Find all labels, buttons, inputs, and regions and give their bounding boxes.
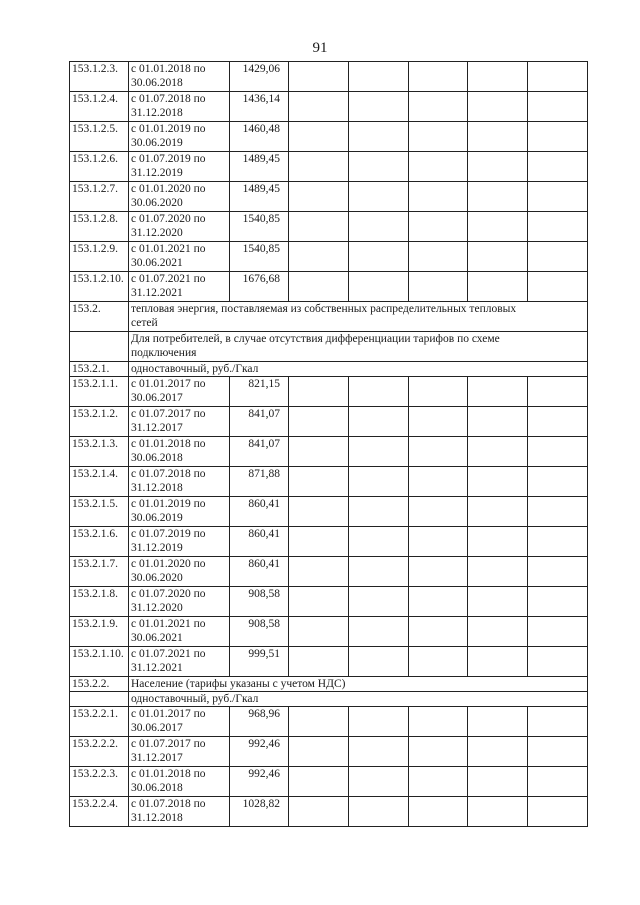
row-period-cell — [129, 647, 230, 677]
empty-cell — [289, 377, 349, 407]
row-period-cell — [129, 152, 230, 182]
row-value-cell: 841,07 — [230, 407, 289, 437]
tariff-table-body — [70, 62, 588, 827]
empty-cell — [408, 242, 468, 272]
period-line: 31.12.2017 — [131, 422, 183, 434]
period-line: с 01.01.2021 по — [131, 243, 206, 255]
section-title-line: одноставочный, руб./Гкал — [131, 363, 259, 375]
empty-cell — [408, 467, 468, 497]
row-period-cell — [129, 407, 230, 437]
empty-cell — [408, 527, 468, 557]
empty-cell — [348, 92, 408, 122]
table-row — [70, 152, 588, 182]
empty-cell — [348, 647, 408, 677]
empty-cell — [289, 647, 349, 677]
period-line: с 01.07.2019 по — [131, 528, 206, 540]
empty-cell — [408, 707, 468, 737]
row-value-cell: 860,41 — [230, 497, 289, 527]
empty-cell — [528, 152, 588, 182]
period-line: с 01.07.2018 по — [131, 798, 206, 810]
row-value-cell: 1540,85 — [230, 212, 289, 242]
period-line: 31.12.2019 — [131, 167, 183, 179]
period-line: с 01.07.2019 по — [131, 153, 206, 165]
table-row — [70, 407, 588, 437]
period-line: с 01.07.2018 по — [131, 93, 206, 105]
table-row — [70, 212, 588, 242]
empty-cell — [468, 557, 528, 587]
section-title-line: сетей — [131, 317, 158, 329]
empty-cell — [468, 152, 528, 182]
empty-cell — [408, 617, 468, 647]
table-row — [70, 527, 588, 557]
row-code-cell: 153.2.1.7. — [70, 557, 129, 587]
period-line: с 01.01.2017 по — [131, 708, 206, 720]
empty-cell — [348, 557, 408, 587]
period-line: с 01.01.2019 по — [131, 123, 206, 135]
row-code-cell: 153.1.2.8. — [70, 212, 129, 242]
row-period-cell — [129, 707, 230, 737]
table-row — [70, 707, 588, 737]
period-line: с 01.01.2020 по — [131, 558, 206, 570]
empty-cell — [408, 182, 468, 212]
empty-cell — [468, 797, 528, 827]
empty-cell — [289, 407, 349, 437]
period-line: с 01.07.2020 по — [131, 213, 206, 225]
row-code-cell: 153.2.1.3. — [70, 437, 129, 467]
row-period-cell — [129, 527, 230, 557]
row-period-cell — [129, 467, 230, 497]
row-value-cell: 1676,68 — [230, 272, 289, 302]
row-code-cell: 153.2.1.2. — [70, 407, 129, 437]
empty-cell — [348, 377, 408, 407]
row-value-cell: 1540,85 — [230, 242, 289, 272]
empty-cell — [468, 92, 528, 122]
period-line: 31.12.2018 — [131, 482, 183, 494]
empty-cell — [348, 527, 408, 557]
empty-cell — [408, 92, 468, 122]
empty-cell — [348, 707, 408, 737]
section-code-cell: 153.2. — [70, 302, 129, 332]
period-line: 30.06.2018 — [131, 452, 183, 464]
empty-cell — [528, 272, 588, 302]
period-line: 30.06.2020 — [131, 197, 183, 209]
empty-cell — [528, 182, 588, 212]
empty-cell — [348, 797, 408, 827]
empty-cell — [528, 557, 588, 587]
empty-cell — [289, 737, 349, 767]
page-number: 91 — [312, 40, 328, 56]
empty-cell — [528, 647, 588, 677]
empty-cell — [289, 557, 349, 587]
section-code-cell: 153.2.1. — [70, 362, 129, 377]
empty-cell — [408, 212, 468, 242]
row-value-cell: 999,51 — [230, 647, 289, 677]
table-row — [70, 587, 588, 617]
empty-cell — [528, 617, 588, 647]
empty-cell — [468, 182, 528, 212]
period-line: 30.06.2018 — [131, 77, 183, 89]
empty-cell — [528, 92, 588, 122]
empty-cell — [289, 587, 349, 617]
period-line: с 01.01.2018 по — [131, 63, 206, 75]
empty-cell — [289, 242, 349, 272]
row-period-cell — [129, 272, 230, 302]
row-code-cell: 153.2.2.1. — [70, 707, 129, 737]
empty-cell — [528, 242, 588, 272]
row-period-cell — [129, 182, 230, 212]
period-line: 31.12.2020 — [131, 227, 183, 239]
row-value-cell: 1436,14 — [230, 92, 289, 122]
section-code-cell: 153.2.2. — [70, 677, 129, 692]
row-value-cell: 908,58 — [230, 617, 289, 647]
empty-cell — [528, 467, 588, 497]
row-period-cell — [129, 377, 230, 407]
row-value-cell: 1489,45 — [230, 182, 289, 212]
table-row — [70, 242, 588, 272]
period-line: 30.06.2020 — [131, 572, 183, 584]
table-row — [70, 122, 588, 152]
period-line: с 01.01.2021 по — [131, 618, 206, 630]
table-row — [70, 497, 588, 527]
empty-cell — [528, 377, 588, 407]
empty-cell — [289, 497, 349, 527]
row-period-cell — [129, 437, 230, 467]
empty-cell — [528, 737, 588, 767]
period-line: 30.06.2019 — [131, 137, 183, 149]
section-title-line: подключения — [131, 347, 197, 359]
empty-cell — [289, 212, 349, 242]
empty-cell — [348, 767, 408, 797]
row-period-cell — [129, 767, 230, 797]
period-line: с 01.07.2021 по — [131, 273, 206, 285]
table-row — [70, 467, 588, 497]
empty-cell — [468, 272, 528, 302]
row-value-cell: 992,46 — [230, 767, 289, 797]
empty-cell — [408, 272, 468, 302]
empty-cell — [408, 407, 468, 437]
empty-cell — [348, 587, 408, 617]
period-line: с 01.07.2017 по — [131, 408, 206, 420]
row-code-cell: 153.1.2.6. — [70, 152, 129, 182]
row-value-cell: 860,41 — [230, 557, 289, 587]
row-code-cell: 153.2.1.1. — [70, 377, 129, 407]
row-code-cell: 153.2.1.8. — [70, 587, 129, 617]
row-code-cell: 153.2.1.9. — [70, 617, 129, 647]
table-row — [70, 797, 588, 827]
empty-cell — [468, 767, 528, 797]
row-code-cell: 153.2.2.2. — [70, 737, 129, 767]
empty-cell — [408, 557, 468, 587]
empty-cell — [289, 467, 349, 497]
period-line: с 01.01.2018 по — [131, 438, 206, 450]
empty-cell — [528, 587, 588, 617]
row-value-cell: 968,96 — [230, 707, 289, 737]
empty-cell — [348, 467, 408, 497]
empty-cell — [289, 707, 349, 737]
row-period-cell — [129, 557, 230, 587]
empty-cell — [528, 407, 588, 437]
empty-cell — [408, 62, 468, 92]
empty-cell — [468, 242, 528, 272]
empty-cell — [528, 122, 588, 152]
empty-cell — [289, 182, 349, 212]
empty-cell — [528, 707, 588, 737]
empty-cell — [408, 767, 468, 797]
section-title-cell — [129, 302, 588, 332]
empty-cell — [468, 497, 528, 527]
empty-cell — [408, 377, 468, 407]
empty-cell — [468, 212, 528, 242]
period-line: 30.06.2019 — [131, 512, 183, 524]
section-row — [70, 302, 588, 332]
period-line: с 01.07.2021 по — [131, 648, 206, 660]
empty-cell — [408, 737, 468, 767]
empty-cell — [408, 797, 468, 827]
section-code-cell — [70, 692, 129, 707]
row-code-cell: 153.1.2.4. — [70, 92, 129, 122]
table-row — [70, 557, 588, 587]
empty-cell — [348, 272, 408, 302]
section-row — [70, 362, 588, 377]
row-period-cell — [129, 617, 230, 647]
row-code-cell: 153.1.2.5. — [70, 122, 129, 152]
period-line: 30.06.2018 — [131, 782, 183, 794]
empty-cell — [289, 152, 349, 182]
empty-cell — [348, 437, 408, 467]
row-code-cell: 153.1.2.10. — [70, 272, 129, 302]
row-value-cell: 1489,45 — [230, 152, 289, 182]
empty-cell — [289, 122, 349, 152]
period-line: с 01.01.2020 по — [131, 183, 206, 195]
empty-cell — [468, 527, 528, 557]
row-value-cell: 1429,06 — [230, 62, 289, 92]
row-period-cell — [129, 212, 230, 242]
row-value-cell: 1028,82 — [230, 797, 289, 827]
empty-cell — [408, 152, 468, 182]
row-value-cell: 841,07 — [230, 437, 289, 467]
row-code-cell: 153.1.2.7. — [70, 182, 129, 212]
period-line: 31.12.2017 — [131, 752, 183, 764]
empty-cell — [348, 407, 408, 437]
period-line: 30.06.2017 — [131, 722, 183, 734]
empty-cell — [348, 152, 408, 182]
row-period-cell — [129, 497, 230, 527]
section-title-line: одноставочный, руб./Гкал — [131, 693, 259, 705]
row-period-cell — [129, 242, 230, 272]
empty-cell — [289, 272, 349, 302]
empty-cell — [408, 437, 468, 467]
table-row — [70, 182, 588, 212]
empty-cell — [468, 62, 528, 92]
section-code-cell — [70, 332, 129, 362]
period-line: 30.06.2021 — [131, 257, 183, 269]
row-value-cell: 1460,48 — [230, 122, 289, 152]
empty-cell — [468, 377, 528, 407]
row-value-cell: 992,46 — [230, 737, 289, 767]
empty-cell — [528, 212, 588, 242]
period-line: с 01.01.2017 по — [131, 378, 206, 390]
empty-cell — [289, 767, 349, 797]
empty-cell — [289, 527, 349, 557]
empty-cell — [468, 707, 528, 737]
empty-cell — [408, 497, 468, 527]
period-line: с 01.07.2017 по — [131, 738, 206, 750]
row-value-cell: 871,88 — [230, 467, 289, 497]
row-code-cell: 153.2.1.6. — [70, 527, 129, 557]
row-period-cell — [129, 587, 230, 617]
section-row — [70, 677, 588, 692]
row-period-cell — [129, 92, 230, 122]
row-code-cell: 153.2.1.5. — [70, 497, 129, 527]
period-line: с 01.07.2020 по — [131, 588, 206, 600]
period-line: с 01.01.2018 по — [131, 768, 206, 780]
tariff-table — [69, 61, 588, 827]
empty-cell — [408, 587, 468, 617]
empty-cell — [468, 647, 528, 677]
section-title-cell — [129, 332, 588, 362]
empty-cell — [348, 617, 408, 647]
period-line: 31.12.2021 — [131, 287, 183, 299]
empty-cell — [408, 122, 468, 152]
empty-cell — [468, 407, 528, 437]
row-code-cell: 153.2.1.4. — [70, 467, 129, 497]
empty-cell — [468, 587, 528, 617]
row-period-cell — [129, 797, 230, 827]
empty-cell — [348, 122, 408, 152]
section-row — [70, 332, 588, 362]
empty-cell — [468, 437, 528, 467]
empty-cell — [348, 212, 408, 242]
row-period-cell — [129, 122, 230, 152]
empty-cell — [348, 62, 408, 92]
empty-cell — [289, 617, 349, 647]
empty-cell — [528, 62, 588, 92]
empty-cell — [528, 797, 588, 827]
period-line: 30.06.2021 — [131, 632, 183, 644]
empty-cell — [348, 497, 408, 527]
empty-cell — [528, 527, 588, 557]
period-line: 30.06.2017 — [131, 392, 183, 404]
period-line: 31.12.2018 — [131, 107, 183, 119]
period-line: с 01.01.2019 по — [131, 498, 206, 510]
row-value-cell: 908,58 — [230, 587, 289, 617]
table-row — [70, 62, 588, 92]
empty-cell — [468, 737, 528, 767]
period-line: 31.12.2018 — [131, 812, 183, 824]
empty-cell — [528, 437, 588, 467]
table-row — [70, 377, 588, 407]
empty-cell — [348, 182, 408, 212]
section-title-cell — [129, 362, 588, 377]
row-code-cell: 153.2.2.4. — [70, 797, 129, 827]
table-row — [70, 767, 588, 797]
table-row — [70, 647, 588, 677]
row-code-cell: 153.2.1.10. — [70, 647, 129, 677]
section-title-line: тепловая энергия, поставляемая из собственных распределительных тепловых — [131, 303, 517, 315]
empty-cell — [528, 767, 588, 797]
row-code-cell: 153.2.2.3. — [70, 767, 129, 797]
period-line: с 01.07.2018 по — [131, 468, 206, 480]
row-period-cell — [129, 62, 230, 92]
section-title-line: Для потребителей, в случае отсутствия дифференциации тарифов по схеме — [131, 333, 500, 345]
empty-cell — [468, 617, 528, 647]
section-row — [70, 692, 588, 707]
section-title-cell — [129, 677, 588, 692]
period-line: 31.12.2019 — [131, 542, 183, 554]
empty-cell — [468, 467, 528, 497]
table-row — [70, 437, 588, 467]
empty-cell — [348, 737, 408, 767]
row-period-cell — [129, 737, 230, 767]
empty-cell — [289, 437, 349, 467]
period-line: 31.12.2020 — [131, 602, 183, 614]
empty-cell — [289, 62, 349, 92]
empty-cell — [289, 92, 349, 122]
row-code-cell: 153.1.2.3. — [70, 62, 129, 92]
empty-cell — [468, 122, 528, 152]
table-row — [70, 737, 588, 767]
row-value-cell: 821,15 — [230, 377, 289, 407]
empty-cell — [528, 497, 588, 527]
empty-cell — [408, 647, 468, 677]
empty-cell — [289, 797, 349, 827]
period-line: 31.12.2021 — [131, 662, 183, 674]
table-row — [70, 617, 588, 647]
section-title-cell — [129, 692, 588, 707]
section-title-line: Население (тарифы указаны с учетом НДС) — [131, 678, 346, 690]
row-code-cell: 153.1.2.9. — [70, 242, 129, 272]
table-row — [70, 92, 588, 122]
row-value-cell: 860,41 — [230, 527, 289, 557]
empty-cell — [348, 242, 408, 272]
table-row — [70, 272, 588, 302]
